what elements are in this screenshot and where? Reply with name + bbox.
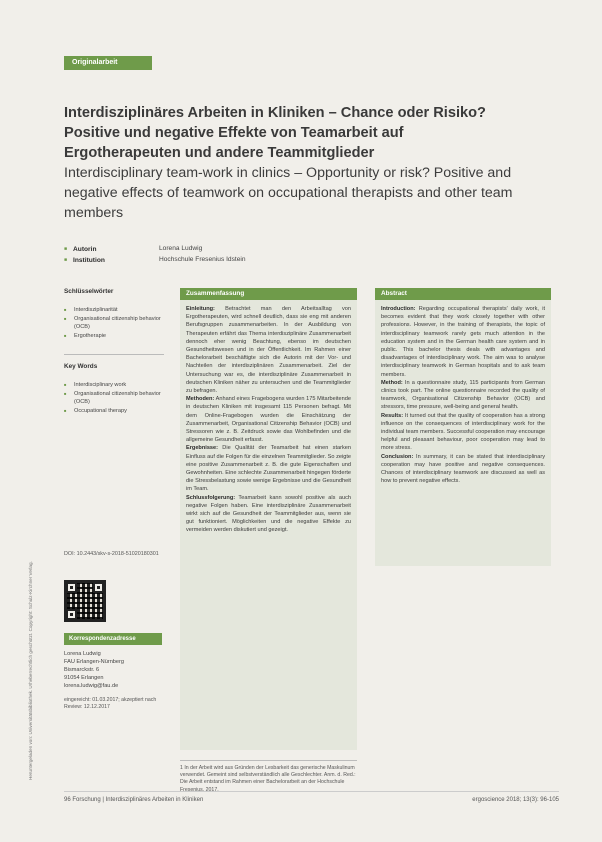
article-title-de: Interdisziplinäres Arbeiten in Kliniken – Chance oder Risiko? Positive und negative Effekte von Teamarbeit auf Ergotherapeuten und andere Teammitglieder: [64, 105, 486, 161]
section-tag: Originalarbeit: [64, 56, 152, 70]
abstract-de-heading: Zusammenfassung: [180, 288, 357, 300]
section-text: Die Qualität der Teamarbeit hat einen starken Einfluss auf die Folgen für die einzelnen Teammitglieder. So zeigte eine positive Zusammenarbeit z. B. die gute Eigenschaften und Gewohnheiten. Eine schlechte Zusammenarbeit hingegen förderte die Stressbelastung sowie wenige Ergebnisse und die Gesundheit im Team.: [186, 445, 351, 493]
abstract-en-heading: Abstract: [375, 288, 551, 300]
submission-note: eingereicht: 01.03.2017; akzeptiert nach Review: 12.12.2017: [64, 697, 157, 711]
page-footer: [64, 791, 559, 803]
keyword-item: ■ Ergotherapie: [64, 332, 164, 340]
keyword-item: ■ Interdisziplinarität: [64, 306, 164, 314]
abstract-section: [186, 444, 351, 493]
section-text: Anhand eines Fragebogens wurden 175 Mitarbeitende in deutschen Kliniken mit insgesamt 115 Personen befragt. Mit dem Online-Fragebogen wurden die Einschätzung der Zusammenarbeit, Organisational Citizenship Behavior (OCB) und Stressoren wie z. B. Zeitdruck sowie das Wohlbefinden und die allgemeine Gesundheit erfasst.: [186, 396, 351, 444]
abstract-en-body: [375, 300, 551, 490]
keywords-heading-de: Schlüsselwörter: [64, 288, 114, 295]
section-label: Conclusion:: [381, 453, 414, 460]
section-text: Betrachtet man den Arbeitsalltag von Ergotherapeuten, wird schnell deutlich, dass sie eng mit anderen Berufsgruppen zusammenarbeiten. In der Ausbildung von Therapeuten erfährt das Thema interdisziplinäre Zusammenarbeit dennoch eher wenig Beachtung, ebenso im deutschen Gesundheitswesen und in der Öffentlichkeit. Im Rahmen einer Bachelorarbeit beschäftigte sich die Autorin mit der Vor- und Nachteilen der interdisziplinären Zusammenarbeit. Ziel der Untersuchung war es, die interdisziplinäre Zusammenarbeit in deutschen Kliniken näher zu untersuchen und die Teammitglieder zu befragen.: [186, 306, 351, 395]
keywords-list-de: [64, 306, 164, 340]
footer-right: ergoscience 2018; 13(3): 96-105: [472, 797, 559, 803]
keywords-list-en: [64, 381, 164, 415]
section-text: In a questionnaire study, 115 participants from German clinics took part. The online questionnaire recorded the quality of teamwork, Organisational Citizenship Behavior (OCB) and stressors, time pressure, well-being and general health.: [381, 379, 545, 411]
keyword-item: ■ Occupational therapy: [64, 407, 164, 415]
meta-row-author: [64, 244, 246, 255]
side-copyright-note: [28, 60, 38, 780]
section-text: It turned out that the quality of cooperation has a strong influence on the consequences of interdisciplinary work for the individual team members. Successful cooperation may encourage helpful and pleasant behaviour, poor cooperation may lead to more stress.: [381, 412, 545, 452]
contact-address: [64, 650, 162, 690]
keywords-heading-en: Key Words: [64, 363, 98, 370]
section-label: Schlussfolgerung:: [186, 494, 236, 501]
doi-text[interactable]: DOI: 10.2443/skv-s-2018-51020180301: [64, 551, 159, 557]
contact-heading: Korrespondenzadresse: [64, 633, 162, 645]
abstract-section: [381, 412, 545, 453]
keyword-item: ■ Organisational citizenship behavior (OCB): [64, 315, 164, 331]
section-text: In summary, it can be stated that interdisciplinary cooperation may have positive and negative consequences. Chances of interdisciplinary teamwork are discussed as well as how to prevent negative effects.: [381, 453, 545, 485]
meta-value: Hochschule Fresenius Idstein: [159, 256, 246, 263]
contact-email[interactable]: lorena.ludwig@fau.de: [64, 683, 119, 689]
section-text: Teamarbeit kann sowohl positive als auch negative Folgen haben. Eine interdisziplinäre Zusammenarbeit wirkt sich auf die Gesundheit der Teammitglieder aus, wenn sie gut funktioniert. Möglichkeiten und die negative Effekte zu vermeiden werden diskutiert und gezeigt.: [186, 494, 351, 534]
contact-line: FAU Erlangen-Nürnberg: [64, 659, 125, 665]
qr-code-icon[interactable]: [64, 580, 106, 622]
abstract-section: [186, 305, 351, 395]
section-text: Regarding occupational therapists' daily work, it becomes evident that they work closely together with other professions. However, in the training of therapists, the topic of interdisciplinary teamwork rarely gets much attention in the education system and in the German health care system and in public. This bachelor thesis deals with advantages and disadvantages of interdisciplinary work. The aim was to analyse interdisciplinary teamwork in German hospitals and to ask team members.: [381, 306, 545, 378]
abstract-section: [186, 494, 351, 535]
side-note-text: Heruntergeladen von: Universitätsbibliothek. Urheberrechtlich geschützt. Copyright: Schulz-Kirchner Verlag.: [28, 561, 33, 780]
author-meta: [64, 244, 246, 266]
section-label: Method:: [381, 379, 403, 386]
meta-label: ■ Institution: [64, 255, 159, 266]
footnote: 1 In der Arbeit wird aus Gründen der Lesbarkeit das generische Maskulinum verwendet. Gemeint sind selbstverständlich alle Geschlechter. Anm. d. Red.: Die Arbeit entstand im Rahmen einer Bachelorarbeit an der Hochschule Fresenius, 2017.: [180, 760, 357, 794]
contact-line: Lorena Ludwig: [64, 651, 101, 657]
abstract-de-body: [180, 300, 357, 540]
abstract-section: [381, 305, 545, 379]
abstract-section: [381, 453, 545, 486]
keyword-item: ■ Interdisciplinary work: [64, 381, 164, 389]
keywords-column: [64, 288, 164, 429]
meta-label: ■ Autorin: [64, 244, 159, 255]
meta-value: Lorena Ludwig: [159, 245, 203, 252]
meta-row-institution: [64, 255, 246, 266]
abstract-de-box: [180, 288, 357, 750]
section-label: Ergebnisse:: [186, 445, 219, 452]
footer-left: 96 Forschung | Interdisziplinäres Arbeiten in Kliniken: [64, 797, 204, 803]
section-label: Einleitung:: [186, 306, 215, 312]
abstract-en-box: [375, 288, 551, 566]
article-title-en: Interdisciplinary team-work in clinics – Opportunity or risk? Positive and negative effects of teamwork on occupational therapists and other team members: [64, 165, 513, 221]
abstract-section: [186, 395, 351, 444]
contact-line: 91054 Erlangen: [64, 675, 104, 681]
section-label: Methoden:: [186, 396, 215, 403]
keyword-item: ■ Organisational citizenship behavior (OCB): [64, 390, 164, 406]
section-label: Introduction:: [381, 306, 416, 312]
section-label: Results:: [381, 412, 404, 419]
contact-line: Bismarckstr. 6: [64, 667, 100, 673]
divider: [64, 354, 164, 355]
abstract-section: [381, 379, 545, 412]
